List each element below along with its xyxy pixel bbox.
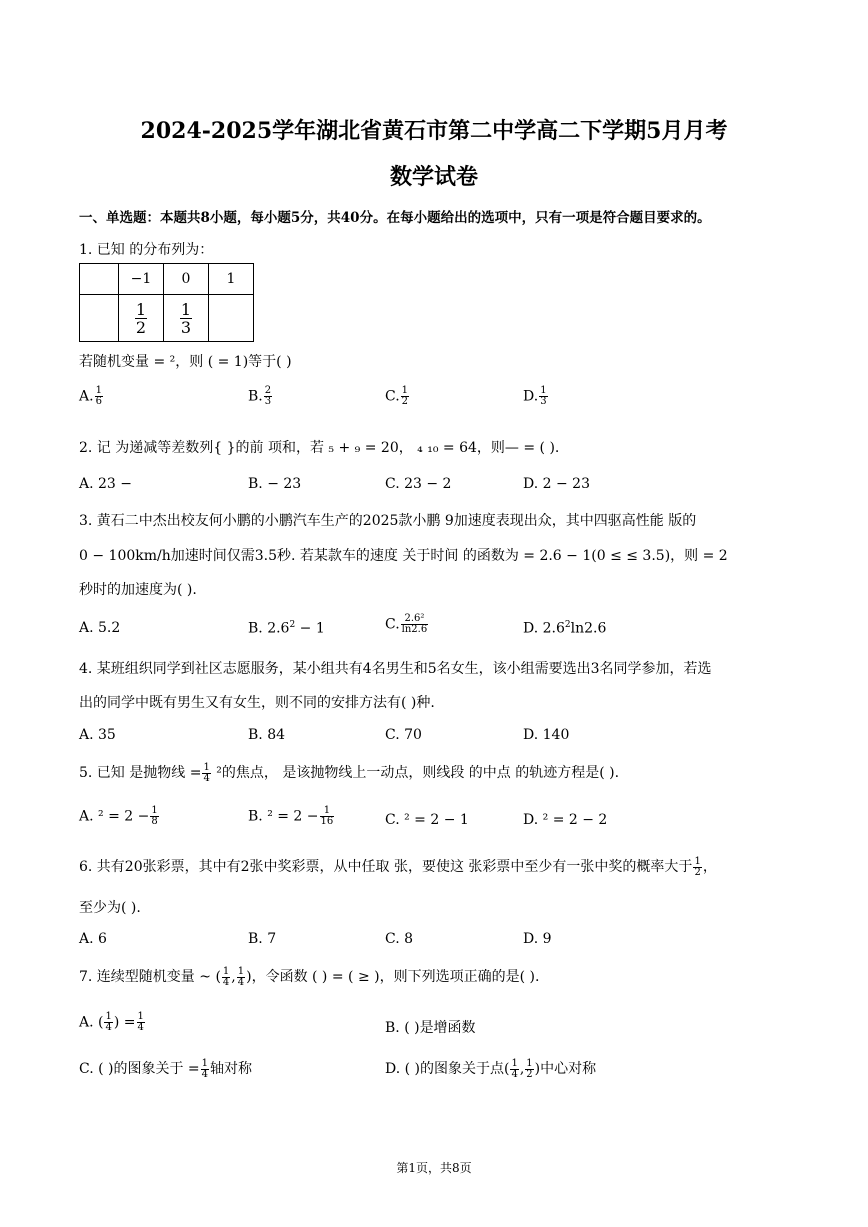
- fraction: $\frac{1}{6}$: [95, 385, 102, 407]
- question-3-line-1: 3. 黄石二中杰出校友何小鹏的小鹏汽车生产的2025款小鹏 9加速度表现出众，其中四驱高性能 版的: [79, 513, 697, 529]
- q6-option-b: B. 7: [248, 931, 277, 947]
- fraction: $\frac{1}{2}$: [694, 855, 701, 878]
- q6-option-c: C. 8: [385, 931, 414, 947]
- page-number: 第1页，共8页: [396, 1161, 472, 1175]
- q4-option-a: A. 35: [79, 727, 116, 743]
- question-1-stem-2: 若随机变量 = ²，则 ( = 1)等于( ): [79, 354, 292, 370]
- distribution-table: [79, 263, 254, 342]
- table-header-cell: 0: [164, 264, 209, 295]
- question-6-line-2: 至少为( ).: [79, 900, 141, 916]
- table-header-cell: −1: [119, 264, 164, 295]
- fraction: $\frac{1}{3}$: [180, 299, 192, 337]
- fraction: $\frac{1}{2}$: [526, 1057, 533, 1080]
- q5-option-a: A. ² = 2 − $\frac{1}{8}$: [79, 805, 158, 827]
- q1-option-b: B. $\frac{2}{3}$: [248, 385, 272, 407]
- fraction: $\frac{\text{2.6²}}{\ln 2.6}$: [401, 613, 428, 635]
- question-7-stem: 7. 连续型随机变量 ~ ( $\frac{1}{4}$ , $\frac{1}{4}$ )，令函数 ( ) = ( ≥ )，则下列选项正确的是( ).: [79, 965, 540, 988]
- fraction: $\frac{2}{3}$: [264, 385, 272, 407]
- table-header-cell: [80, 264, 119, 295]
- question-4-line-1: 4. 某班组织同学到社区志愿服务，某小组共有4名男生和5名女生，该小组需要选出3名同学参加，若选: [79, 661, 712, 677]
- q7-option-d: D. ( )的图象关于点( $\frac{1}{4}$ , $\frac{1}{2}$ )中心对称: [385, 1057, 597, 1080]
- question-1-stem: 1. 已知 的分布列为：: [79, 242, 214, 258]
- fraction: $\frac{1}{4}$: [201, 1057, 209, 1080]
- fraction: $\frac{1}{2}$: [135, 299, 147, 337]
- question-3-line-3: 秒时的加速度为( ).: [79, 582, 197, 598]
- question-5-stem: 5. 已知 是抛物线 = $\frac{1}{4}$ ²的焦点， 是该抛物线上一动点，则线段 的中点 的轨迹方程是( ).: [79, 761, 620, 784]
- exam-title: 2024-2025学年湖北省黄石市第二中学高二下学期5月月考: [140, 118, 728, 144]
- question-2-stem: 2. 记 为递减等差数列{ }的前 项和，若 ₅ + ₉ = 20， ₄ ₁₀ = 64，则— = ( ).: [79, 440, 560, 456]
- q3-option-d: D. $2.6^2\ln 2.6$: [523, 620, 607, 637]
- q6-option-d: D. 9: [523, 931, 552, 947]
- q2-option-c: C. 23 − 2: [385, 476, 452, 492]
- section-heading: 一、单选题：本题共8小题，每小题5分，共40分。在每小题给出的选项中，只有一项是符合题目要求的。: [79, 210, 711, 226]
- q3-option-b: B. $2.6^2 - 1$: [248, 620, 325, 637]
- q5-option-c: C. ² = 2 − 1: [385, 812, 469, 828]
- q5-option-d: D. ² = 2 − 2: [523, 812, 608, 828]
- fraction: $\frac{1}{2}$: [401, 385, 409, 407]
- fraction: $\frac{1}{4}$: [105, 1011, 112, 1033]
- question-4-line-2: 出的同学中既有男生又有女生，则不同的安排方法有( )种.: [79, 695, 435, 711]
- fraction: $\frac{1}{4}$: [237, 965, 245, 988]
- table-cell: [164, 295, 209, 342]
- exam-subtitle: 数学试卷: [389, 164, 478, 190]
- q2-option-b: B. − 23: [248, 476, 302, 492]
- q7-option-b: B. ( )是增函数: [385, 1020, 476, 1036]
- question-3-line-2: 0 − 100km/h加速时间仅需3.5秒. 若某款车的速度 关于时间 的函数为 = 2.6 − 1(0 ≤ ≤ 3.5)，则 = 2: [79, 548, 728, 564]
- table-cell: [119, 295, 164, 342]
- q4-option-b: B. 84: [248, 727, 286, 743]
- fraction: $\frac{1}{8}$: [151, 805, 158, 827]
- q4-option-c: C. 70: [385, 727, 422, 743]
- table-cell: [80, 295, 119, 342]
- fraction: $\frac{1}{4}$: [222, 965, 230, 988]
- q6-option-a: A. 6: [79, 931, 107, 947]
- q7-option-c: C. ( )的图象关于 = $\frac{1}{4}$ 轴对称: [79, 1057, 253, 1080]
- question-6-line-1: 6. 共有20张彩票，其中有2张中奖彩票，从中任取 张，要使这 张彩票中至少有一张中奖的概率大于 $\frac{1}{2}$ ，: [79, 855, 717, 878]
- q2-option-a: A. 23 −: [79, 476, 133, 492]
- fraction: $\frac{1}{3}$: [540, 385, 547, 407]
- q3-option-c: C. $\frac{\text{2.6²}}{\ln 2.6}$: [385, 613, 428, 635]
- fraction: $\frac{1}{4}$: [511, 1057, 518, 1080]
- q7-option-a: A. ( $\frac{1}{4}$ ) = $\frac{1}{4}$: [79, 1011, 144, 1033]
- q1-option-a: A. $\frac{1}{6}$: [79, 385, 102, 407]
- fraction: $\frac{1}{16}$: [320, 805, 334, 827]
- fraction: $\frac{1}{4}$: [203, 761, 210, 784]
- table-cell: [209, 295, 254, 342]
- table-header-cell: 1: [209, 264, 254, 295]
- q5-option-b: B. ² = 2 − $\frac{1}{16}$: [248, 805, 334, 827]
- q4-option-d: D. 140: [523, 727, 570, 743]
- q2-option-d: D. 2 − 23: [523, 476, 590, 492]
- fraction: $\frac{1}{4}$: [137, 1011, 144, 1033]
- q1-option-d: D. $\frac{1}{3}$: [523, 385, 547, 407]
- q1-option-c: C. $\frac{1}{2}$: [385, 385, 409, 407]
- q3-option-a: A. 5.2: [79, 620, 121, 636]
